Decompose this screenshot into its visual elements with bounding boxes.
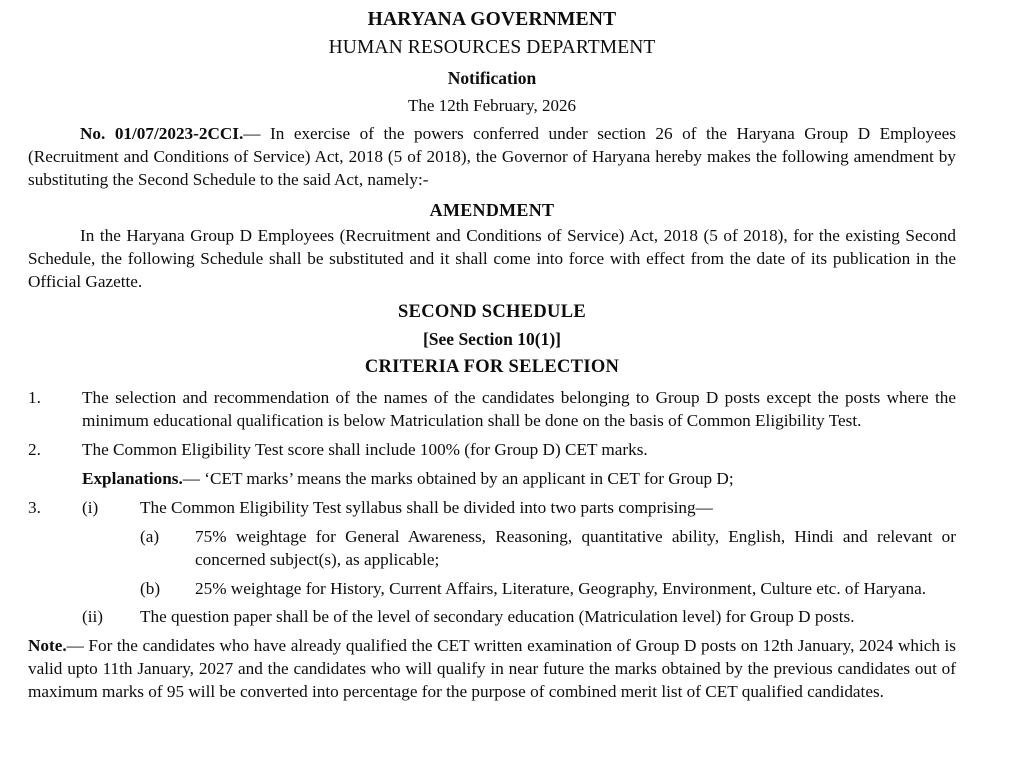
criteria-heading: CRITERIA FOR SELECTION (364, 356, 620, 377)
note-text: For the candidates who have already qualified the CET written examination of Group D posts on 12th January, 2024 which is valid upto 11th January, 2027 and the candidates who will qualify in near future the marks obtained by the previous candidates out of maximum marks of 95 will be converted into percentage for the purpose of combined merit list of CET qualified candidates. (28, 636, 956, 702)
notification-date: The 12th February, 2026 (408, 96, 576, 116)
preamble-dash: — (243, 124, 261, 144)
letter-marker: (b) (140, 578, 161, 598)
clause-text: The Common Eligibility Test score shall include 100% (for Group D) CET marks. (82, 440, 648, 460)
schedule-title: SECOND SCHEDULE (397, 301, 586, 322)
explanations-dash: — (182, 469, 200, 489)
clause-item (28, 387, 956, 433)
note-label: Note. (28, 636, 67, 656)
roman-marker: (i) (82, 497, 99, 517)
department-title: HUMAN RESOURCES DEPARTMENT (328, 36, 656, 58)
clause-item (28, 439, 956, 462)
roman-text: The question paper shall be of the level of secondary education (Matriculation level) for Group D posts. (140, 607, 855, 627)
explanations-row (28, 468, 956, 491)
see-section-reference: [See Section 10(1)] (422, 328, 562, 349)
roman-marker: (ii) (82, 607, 103, 627)
lettered-item (28, 578, 956, 601)
preamble-paragraph (28, 123, 956, 192)
government-title: HARYANA GOVERNMENT (367, 9, 617, 30)
clause-text: The selection and recommendation of the names of the candidates belonging to Group D posts except the posts where the minimum educational qualification is below Matriculation shall be done on the basis of Common Eligibility Test. (82, 388, 956, 431)
clause3-roman-item (28, 606, 956, 629)
notification-number: No. 01/07/2023-2CCI. (80, 124, 244, 144)
amendment-paragraph: In the Haryana Group D Employees (Recruitment and Conditions of Service) Act, 2018 (5 of 2018), for the existing Second Schedule, the following Schedule shall be substituted and it shall come into force with effect from the date of its publication in the Official Gazette. (28, 225, 956, 291)
explanations-text (82, 468, 956, 491)
notification-label: Notification (447, 67, 537, 88)
roman-text: The Common Eligibility Test syllabus shall be divided into two parts comprising— (140, 497, 713, 517)
letter-text: 75% weightage for General Awareness, Reasoning, quantitative ability, English, Hindi and relevant or concerned subject(s), as applicable; (195, 526, 956, 569)
clause-marker: 2. (28, 440, 41, 460)
letter-text: 25% weightage for History, Current Affairs, Literature, Geography, Environment, Culture etc. of Haryana. (195, 578, 927, 598)
clause3-roman-item (28, 497, 956, 520)
letter-marker: (a) (140, 526, 160, 546)
clause-marker: 1. (28, 388, 41, 408)
clause-marker: 3. (28, 497, 41, 517)
preamble-text: In exercise of the powers conferred under section 26 of the Haryana Group D Employees (Recruitment and Conditions of Service) Act, 2018 (5 of 2018), the Governor of Haryana hereby makes the following amendment by substituting the Second Schedule to the said Act, namely:- (28, 124, 956, 190)
explanations-label: Explanations. (82, 469, 183, 489)
lettered-item (28, 526, 956, 572)
note-dash: — (66, 636, 84, 656)
explanations-body: ‘CET marks’ means the marks obtained by an applicant in CET for Group D; (199, 469, 734, 489)
amendment-heading: AMENDMENT (429, 200, 555, 221)
note-paragraph (28, 635, 956, 704)
